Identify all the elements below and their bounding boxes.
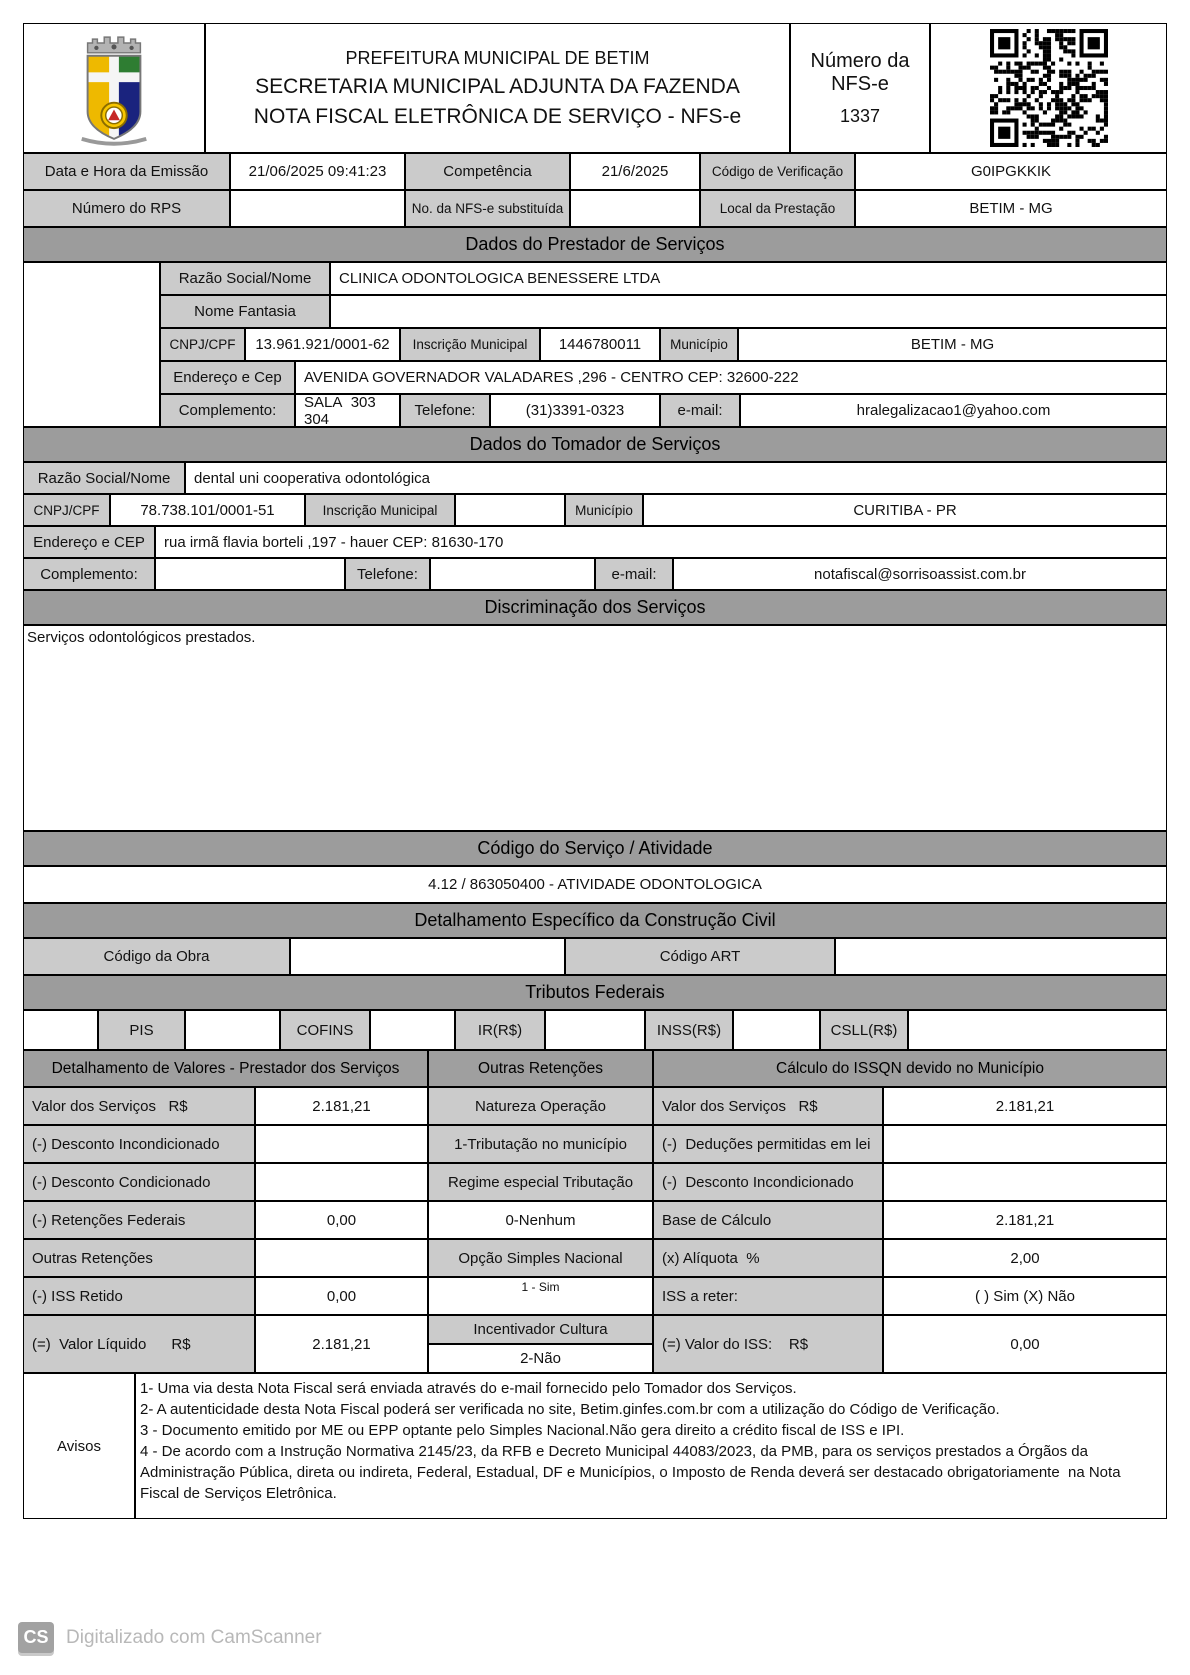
prestador-telefone-label: Telefone:: [400, 394, 490, 427]
valor-iss-label: (=) Valor do ISS: R$: [653, 1315, 883, 1373]
iss-a-reter-label: ISS a reter:: [653, 1277, 883, 1315]
document-header: [23, 23, 1167, 153]
avisos-block: [23, 1373, 1167, 1519]
valor-servicos-value: 2.181,21: [255, 1087, 428, 1125]
discriminacao-body: Serviços odontológicos prestados.: [23, 625, 1167, 831]
aviso-line-2: 2- A autenticidade desta Nota Fiscal poderá ser verificada no site, Betim.ginfes.com.br com a utilização do Código de Verificação.: [140, 1401, 1000, 1418]
prestador-fantasia-value: [330, 295, 1167, 328]
incentivador-cultura-label: Incentivador Cultura: [428, 1315, 653, 1344]
rps-number-value: [230, 190, 405, 227]
prestador-cnpj-value: 13.961.921/0001-62: [245, 328, 400, 361]
codigo-obra-value: [290, 938, 565, 975]
issqn-desconto-incond-value: [883, 1163, 1167, 1201]
prestador-cnpj-label: CNPJ/CPF: [160, 328, 245, 361]
prestador-complemento-label: Complemento:: [160, 394, 295, 427]
aliquota-label: (x) Alíquota %: [653, 1239, 883, 1277]
local-prestacao-label: Local da Prestação: [700, 190, 855, 227]
csll-label: CSLL(R$): [820, 1010, 908, 1050]
tomador-endereco-label: Endereço e CEP: [23, 526, 155, 558]
prestador-razao-label: Razão Social/Nome: [160, 262, 330, 295]
base-calculo-value: 2.181,21: [883, 1201, 1167, 1239]
prestador-municipio-value: BETIM - MG: [738, 328, 1167, 361]
issqn-desconto-incond-label: (-) Desconto Incondicionado: [653, 1163, 883, 1201]
avisos-label: Avisos: [23, 1373, 135, 1519]
tributos-spacer-1: [23, 1010, 98, 1050]
tomador-telefone-label: Telefone:: [345, 558, 430, 590]
desconto-condicionado-label: (-) Desconto Condicionado: [23, 1163, 255, 1201]
coat-of-arms-svg: [70, 29, 158, 147]
codigo-art-value: [835, 938, 1167, 975]
tomador-complemento-value: [155, 558, 345, 590]
values-middle-column: [428, 1087, 653, 1373]
tomador-telefone-value: [430, 558, 595, 590]
verification-code-value: G0IPGKKIK: [855, 153, 1167, 190]
construcao-civil-section-header: Detalhamento Específico da Construção Civil: [23, 903, 1167, 938]
competencia-label: Competência: [405, 153, 570, 190]
prestador-section-header: Dados do Prestador de Serviços: [23, 227, 1167, 262]
pis-value: [185, 1010, 280, 1050]
values-right-column: [653, 1087, 1167, 1373]
qr-code-box: [930, 23, 1167, 153]
deducoes-label: (-) Deduções permitidas em lei: [653, 1125, 883, 1163]
tomador-municipio-label: Município: [565, 494, 643, 526]
prestador-complemento-value: SALA 303 304: [295, 394, 400, 427]
natureza-operacao-label: Natureza Operação: [428, 1087, 653, 1125]
retencoes-federais-value: 0,00: [255, 1201, 428, 1239]
camscanner-footer: [18, 1622, 322, 1653]
discriminacao-section-header: Discriminação dos Serviços: [23, 590, 1167, 625]
prestador-logo-area: [23, 262, 160, 427]
tomador-endereco-value: rua irmã flavia borteli ,197 - hauer CEP: 81630-170: [155, 526, 1167, 558]
inss-value: [733, 1010, 820, 1050]
nfse-number-value: 1337: [839, 105, 881, 126]
avisos-text: [135, 1373, 1167, 1519]
nfse-number-box: [790, 23, 930, 153]
issqn-valor-servicos-label: Valor dos Serviços R$: [653, 1087, 883, 1125]
codigo-servico-section-header: Código do Serviço / Atividade: [23, 831, 1167, 866]
regime-especial-label: Regime especial Tributação: [428, 1163, 653, 1201]
tomador-complemento-label: Complemento:: [23, 558, 155, 590]
header-line-1: PREFEITURA MUNICIPAL DE BETIM: [345, 47, 650, 68]
iss-retido-label: (-) ISS Retido: [23, 1277, 255, 1315]
incentivador-cultura-value: 2-Não: [428, 1344, 653, 1373]
ir-value: [545, 1010, 645, 1050]
pis-label: PIS: [98, 1010, 185, 1050]
iss-retido-value: 0,00: [255, 1277, 428, 1315]
codigo-art-label: Código ART: [565, 938, 835, 975]
prestador-endereco-value: AVENIDA GOVERNADOR VALADARES ,296 - CENTRO CEP: 32600-222: [295, 361, 1167, 394]
emission-date-label: Data e Hora da Emissão: [23, 153, 230, 190]
valor-iss-value: 0,00: [883, 1315, 1167, 1373]
prestador-im-value: 1446780011: [540, 328, 660, 361]
desconto-condicionado-value: [255, 1163, 428, 1201]
prestador-razao-value: CLINICA ODONTOLOGICA BENESSERE LTDA: [330, 262, 1167, 295]
betim-coat-of-arms-icon: [23, 23, 205, 153]
header-titles: [205, 23, 790, 153]
deducoes-value: [883, 1125, 1167, 1163]
valor-liquido-label: (=) Valor Líquido R$: [23, 1315, 255, 1373]
tomador-cnpj-label: CNPJ/CPF: [23, 494, 110, 526]
iss-a-reter-value: ( ) Sim (X) Não: [883, 1277, 1167, 1315]
outras-retencoes-label: Outras Retenções: [23, 1239, 255, 1277]
competencia-value: 21/6/2025: [570, 153, 700, 190]
tomador-razao-label: Razão Social/Nome: [23, 462, 185, 494]
prestador-telefone-value: (31)3391-0323: [490, 394, 660, 427]
desconto-incondicionado-value: [255, 1125, 428, 1163]
tributos-section-header: Tributos Federais: [23, 975, 1167, 1010]
codigo-servico-value: 4.12 / 863050400 - ATIVIDADE ODONTOLOGICA: [23, 866, 1167, 903]
tomador-im-label: Inscrição Municipal: [305, 494, 455, 526]
values-left-column: [23, 1087, 428, 1373]
tomador-section-header: Dados do Tomador de Serviços: [23, 427, 1167, 462]
prestador-block: [23, 262, 1167, 427]
emission-row-2: [23, 190, 1167, 227]
csll-value: [908, 1010, 1167, 1050]
values-col-left-title: Detalhamento de Valores - Prestador dos Serviços: [23, 1050, 428, 1087]
outras-retencoes-value: [255, 1239, 428, 1277]
valor-liquido-value: 2.181,21: [255, 1315, 428, 1373]
emission-row-1: [23, 153, 1167, 190]
prestador-endereco-label: Endereço e Cep: [160, 361, 295, 394]
simples-nacional-label: Opção Simples Nacional: [428, 1239, 653, 1277]
nfse-substituida-label: No. da NFS-e substituída: [405, 190, 570, 227]
valor-servicos-label: Valor dos Serviços R$: [23, 1087, 255, 1125]
issqn-valor-servicos-value: 2.181,21: [883, 1087, 1167, 1125]
tomador-email-label: e-mail:: [595, 558, 673, 590]
emission-date-value: 21/06/2025 09:41:23: [230, 153, 405, 190]
codigo-obra-label: Código da Obra: [23, 938, 290, 975]
prestador-im-label: Inscrição Municipal: [400, 328, 540, 361]
values-col-right-title: Cálculo do ISSQN devido no Município: [653, 1050, 1167, 1087]
tomador-block: [23, 462, 1167, 590]
prestador-email-label: e-mail:: [660, 394, 740, 427]
aviso-line-3: 3 - Documento emitido por ME ou EPP optante pelo Simples Nacional.Não gera direito a crédito fiscal de ISS e IPI.: [140, 1422, 905, 1439]
regime-especial-value: 0-Nenhum: [428, 1201, 653, 1239]
rps-number-label: Número do RPS: [23, 190, 230, 227]
aviso-line-1: 1- Uma via desta Nota Fiscal será enviada através do e-mail fornecido pelo Tomador dos Serviços.: [140, 1380, 797, 1397]
tomador-cnpj-value: 78.738.101/0001-51: [110, 494, 305, 526]
tomador-municipio-value: CURITIBA - PR: [643, 494, 1167, 526]
simples-nacional-value: 1 - Sim: [428, 1277, 653, 1315]
tomador-razao-value: dental uni cooperativa odontológica: [185, 462, 1167, 494]
inss-label: INSS(R$): [645, 1010, 733, 1050]
local-prestacao-value: BETIM - MG: [855, 190, 1167, 227]
nfse-substituida-value: [570, 190, 700, 227]
ir-label: IR(R$): [455, 1010, 545, 1050]
tomador-email-value: notafiscal@sorrisoassist.com.br: [673, 558, 1167, 590]
aliquota-value: 2,00: [883, 1239, 1167, 1277]
retencoes-federais-label: (-) Retenções Federais: [23, 1201, 255, 1239]
values-table: [23, 1087, 1167, 1373]
cofins-label: COFINS: [280, 1010, 370, 1050]
cofins-value: [370, 1010, 455, 1050]
desconto-incondicionado-label: (-) Desconto Incondicionado: [23, 1125, 255, 1163]
aviso-line-4: 4 - De acordo com a Instrução Normativa 2145/23, da RFB e Decreto Municipal 44083/2023, da PMB, para os serviços prestados a Órgãos da Administração Pública, direta ou indireta, Federal, Estadual, DF e Municípios, o Imposto de Renda deverá ser destacado obrigatoriamente na Nota Fiscal de Serviços Eletrônica.: [140, 1443, 1121, 1502]
nfse-number-label: Número da NFS-e: [810, 49, 910, 95]
camscanner-logo-icon: CS: [18, 1622, 54, 1653]
header-line-2: SECRETARIA MUNICIPAL ADJUNTA DA FAZENDA: [255, 74, 740, 98]
prestador-fantasia-label: Nome Fantasia: [160, 295, 330, 328]
prestador-municipio-label: Município: [660, 328, 738, 361]
tomador-im-value: [455, 494, 565, 526]
base-calculo-label: Base de Cálculo: [653, 1201, 883, 1239]
natureza-operacao-value: 1-Tributação no município: [428, 1125, 653, 1163]
header-line-3: NOTA FISCAL ELETRÔNICA DE SERVIÇO - NFS-e: [253, 104, 742, 128]
values-col-mid-title: Outras Retenções: [428, 1050, 653, 1087]
nfse-document: [23, 23, 1167, 1519]
prestador-email-value: hralegalizacao1@yahoo.com: [740, 394, 1167, 427]
camscanner-text: Digitalizado com CamScanner: [66, 1626, 322, 1648]
verification-code-label: Código de Verificação: [700, 153, 855, 190]
qr-code-icon: [990, 29, 1108, 147]
